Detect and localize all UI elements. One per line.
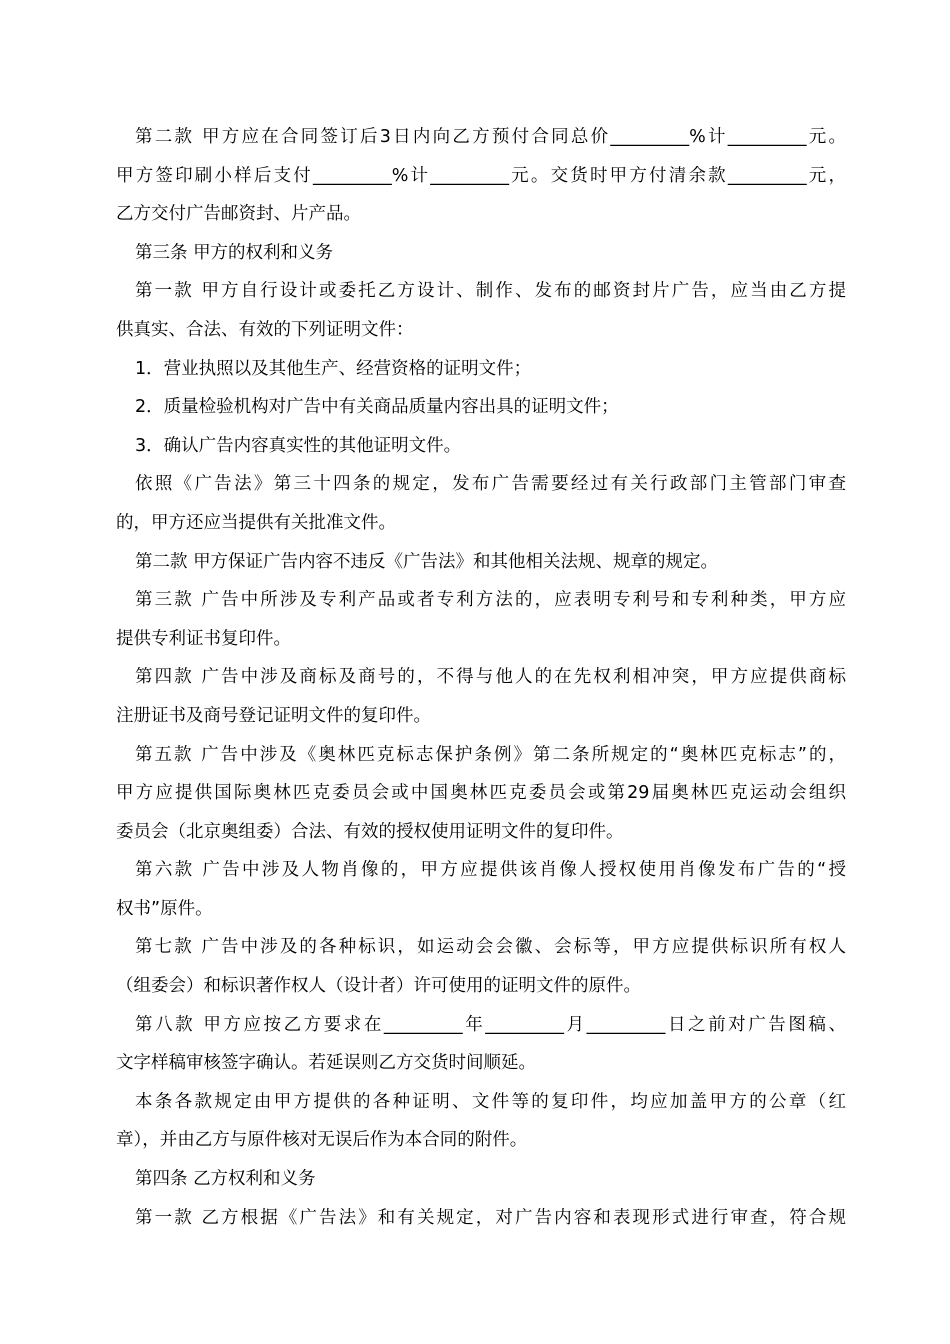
paragraph-line: 第三款 广告中所涉及专利产品或者专利方法的，应表明专利号和专利种类，甲方应	[135, 590, 846, 611]
paragraph-line: 第四款 广告中涉及商标及商号的，不得与他人的在先权利相冲突，甲方应提供商标	[135, 667, 846, 688]
paragraph-line: 提供专利证书复印件。	[116, 628, 291, 649]
list-item: 1．营业执照以及其他生产、经营资格的证明文件；	[135, 358, 532, 379]
paragraph-line: 章），并由乙方与原件核对无误后作为本合同的附件。	[116, 1130, 528, 1151]
list-item: 3．确认广告内容真实性的其他证明文件。	[135, 435, 462, 456]
paragraph-line: 乙方交付广告邮资封、片产品。	[116, 204, 361, 225]
paragraph-line: 第六款 广告中涉及人物肖像的，甲方应提供该肖像人授权使用肖像发布广告的“授	[135, 860, 846, 881]
paragraph-line: 第一款 甲方自行设计或委托乙方设计、制作、发布的邮资封片广告，应当由乙方提	[135, 281, 846, 302]
paragraph-line: 文字样稿审核签字确认。若延误则乙方交货时间顺延。	[116, 1053, 536, 1074]
paragraph-line: 甲方签印刷小样后支付_________%计_________元。交货时甲方付清余款_________元，	[116, 165, 846, 186]
paragraph-line: 第八款 甲方应按乙方要求在_________年_________月_________日之前对广告图稿、	[135, 1014, 846, 1035]
paragraph-line: 第七款 广告中涉及的各种标识，如运动会会徽、会标等，甲方应提供标识所有权人	[135, 937, 846, 958]
paragraph-line: 第二款 甲方保证广告内容不违反《广告法》和其他相关法规、规章的规定。	[135, 551, 719, 572]
paragraph-line: 甲方应提供国际奥林匹克委员会或中国奥林匹克委员会或第29届奥林匹克运动会组织	[116, 783, 846, 804]
paragraph-line: 本条各款规定由甲方提供的各种证明、文件等的复印件，均应加盖甲方的公章（红	[135, 1091, 846, 1112]
contract-body	[116, 118, 846, 1237]
paragraph-line: 的，甲方还应当提供有关批准文件。	[116, 512, 396, 533]
paragraph-line: （组委会）和标识著作权人（设计者）许可使用的证明文件的原件。	[116, 976, 641, 997]
paragraph-line: 第二款 甲方应在合同签订后3日内向乙方预付合同总价_________%计_________元。	[135, 127, 846, 147]
section-heading: 第三条 甲方的权利和义务	[135, 242, 334, 263]
paragraph-line: 权书”原件。	[116, 898, 213, 919]
paragraph-line: 第一款 乙方根据《广告法》和有关规定，对广告内容和表现形式进行审查，符合规	[135, 1207, 846, 1228]
list-item: 2．质量检验机构对广告中有关商品质量内容出具的证明文件；	[135, 397, 619, 418]
paragraph-line: 第五款 广告中涉及《奥林匹克标志保护条例》第二条所规定的“奥林匹克标志”的，	[135, 744, 846, 765]
paragraph-line: 委员会（北京奥组委）合法、有效的授权使用证明文件的复印件。	[116, 821, 624, 842]
paragraph-line: 依照《广告法》第三十四条的规定，发布广告需要经过有关行政部门主管部门审查	[135, 474, 846, 495]
paragraph-line: 供真实、合法、有效的下列证明文件：	[116, 319, 414, 340]
paragraph-line: 注册证书及商号登记证明文件的复印件。	[116, 705, 431, 726]
section-heading: 第四条 乙方权利和义务	[135, 1169, 316, 1190]
